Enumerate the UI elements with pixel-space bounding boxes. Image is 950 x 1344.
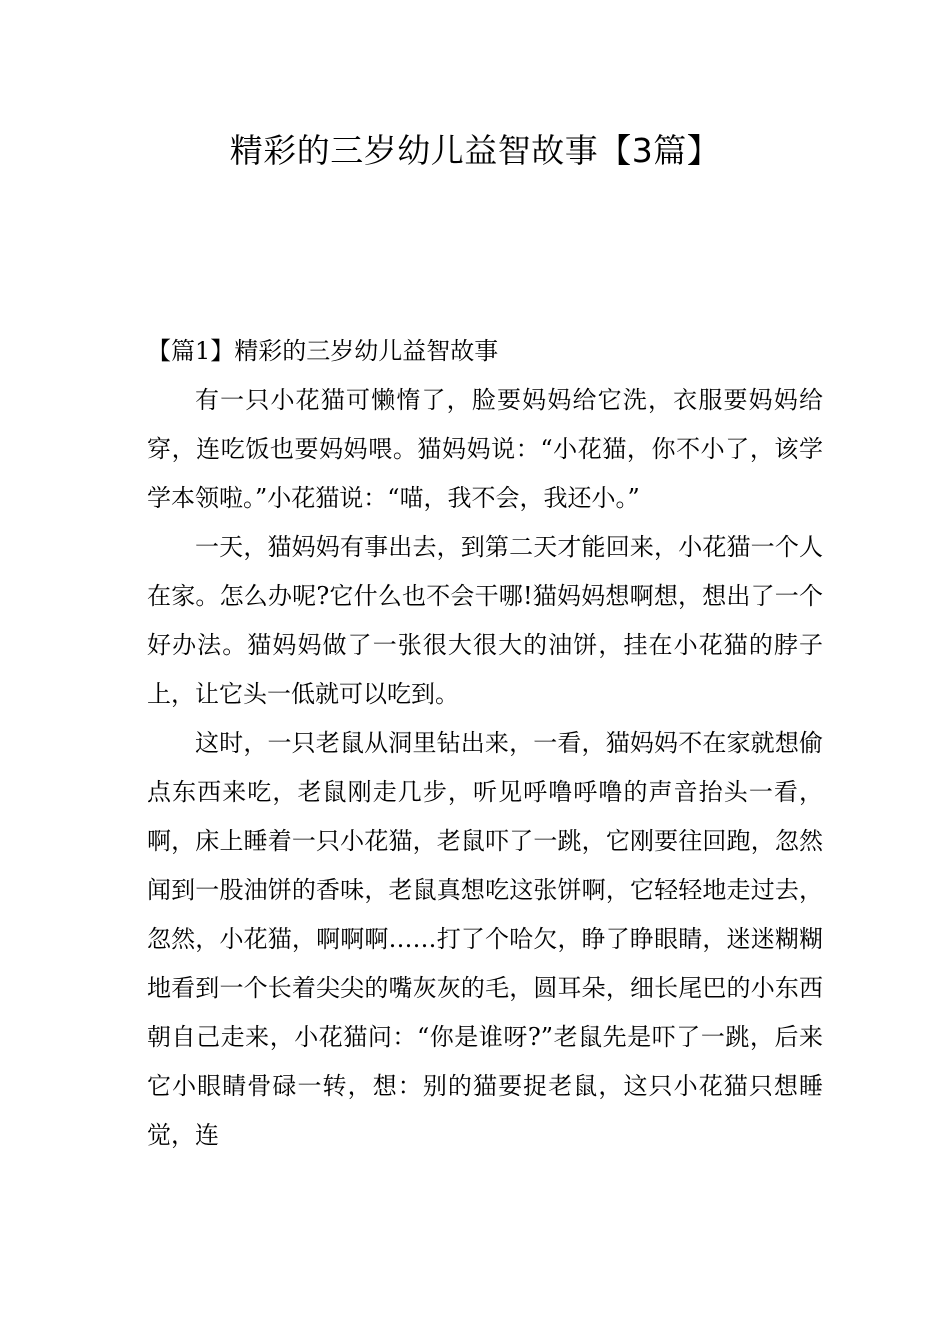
paragraph-3: 这时，一只老鼠从洞里钻出来，一看，猫妈妈不在家就想偷点东西来吃，老鼠刚走几步，听见呼噜呼噜的声音抬头一看，啊，床上睡着一只小花猫，老鼠吓了一跳，它刚要往回跑，忽然闻到一股油饼的香味，老鼠真想吃这张饼啊，它轻轻地走过去，忽然，小花猫，啊啊啊……打了个哈欠，睁了睁眼睛，迷迷糊糊地看到一个长着尖尖的嘴灰灰的毛，圆耳朵，细长尾巴的小东西朝自己走来，小花猫问：“你是谁呀?”老鼠先是吓了一跳，后来它小眼睛骨碌一转，想：别的猫要捉老鼠，这只小花猫只想睡觉，连 — [147, 729, 823, 1149]
paragraph-2: 一天，猫妈妈有事出去，到第二天才能回来，小花猫一个人在家。怎么办呢?它什么也不会干哪!猫妈妈想啊想，想出了一个好办法。猫妈妈做了一张很大很大的油饼，挂在小花猫的脖子上，让它头一低就可以吃到。 — [147, 533, 823, 708]
document-body — [147, 327, 823, 1160]
document-title: 精彩的三岁幼儿益智故事【3篇】 — [229, 131, 721, 170]
paragraph-1: 有一只小花猫可懒惰了，脸要妈妈给它洗，衣服要妈妈给穿，连吃饭也要妈妈喂。猫妈妈说：“小花猫，你不小了，该学学本领啦。”小花猫说：“喵，我不会，我还小。” — [147, 386, 823, 512]
section-heading: 【篇1】精彩的三岁幼儿益智故事 — [147, 337, 499, 365]
